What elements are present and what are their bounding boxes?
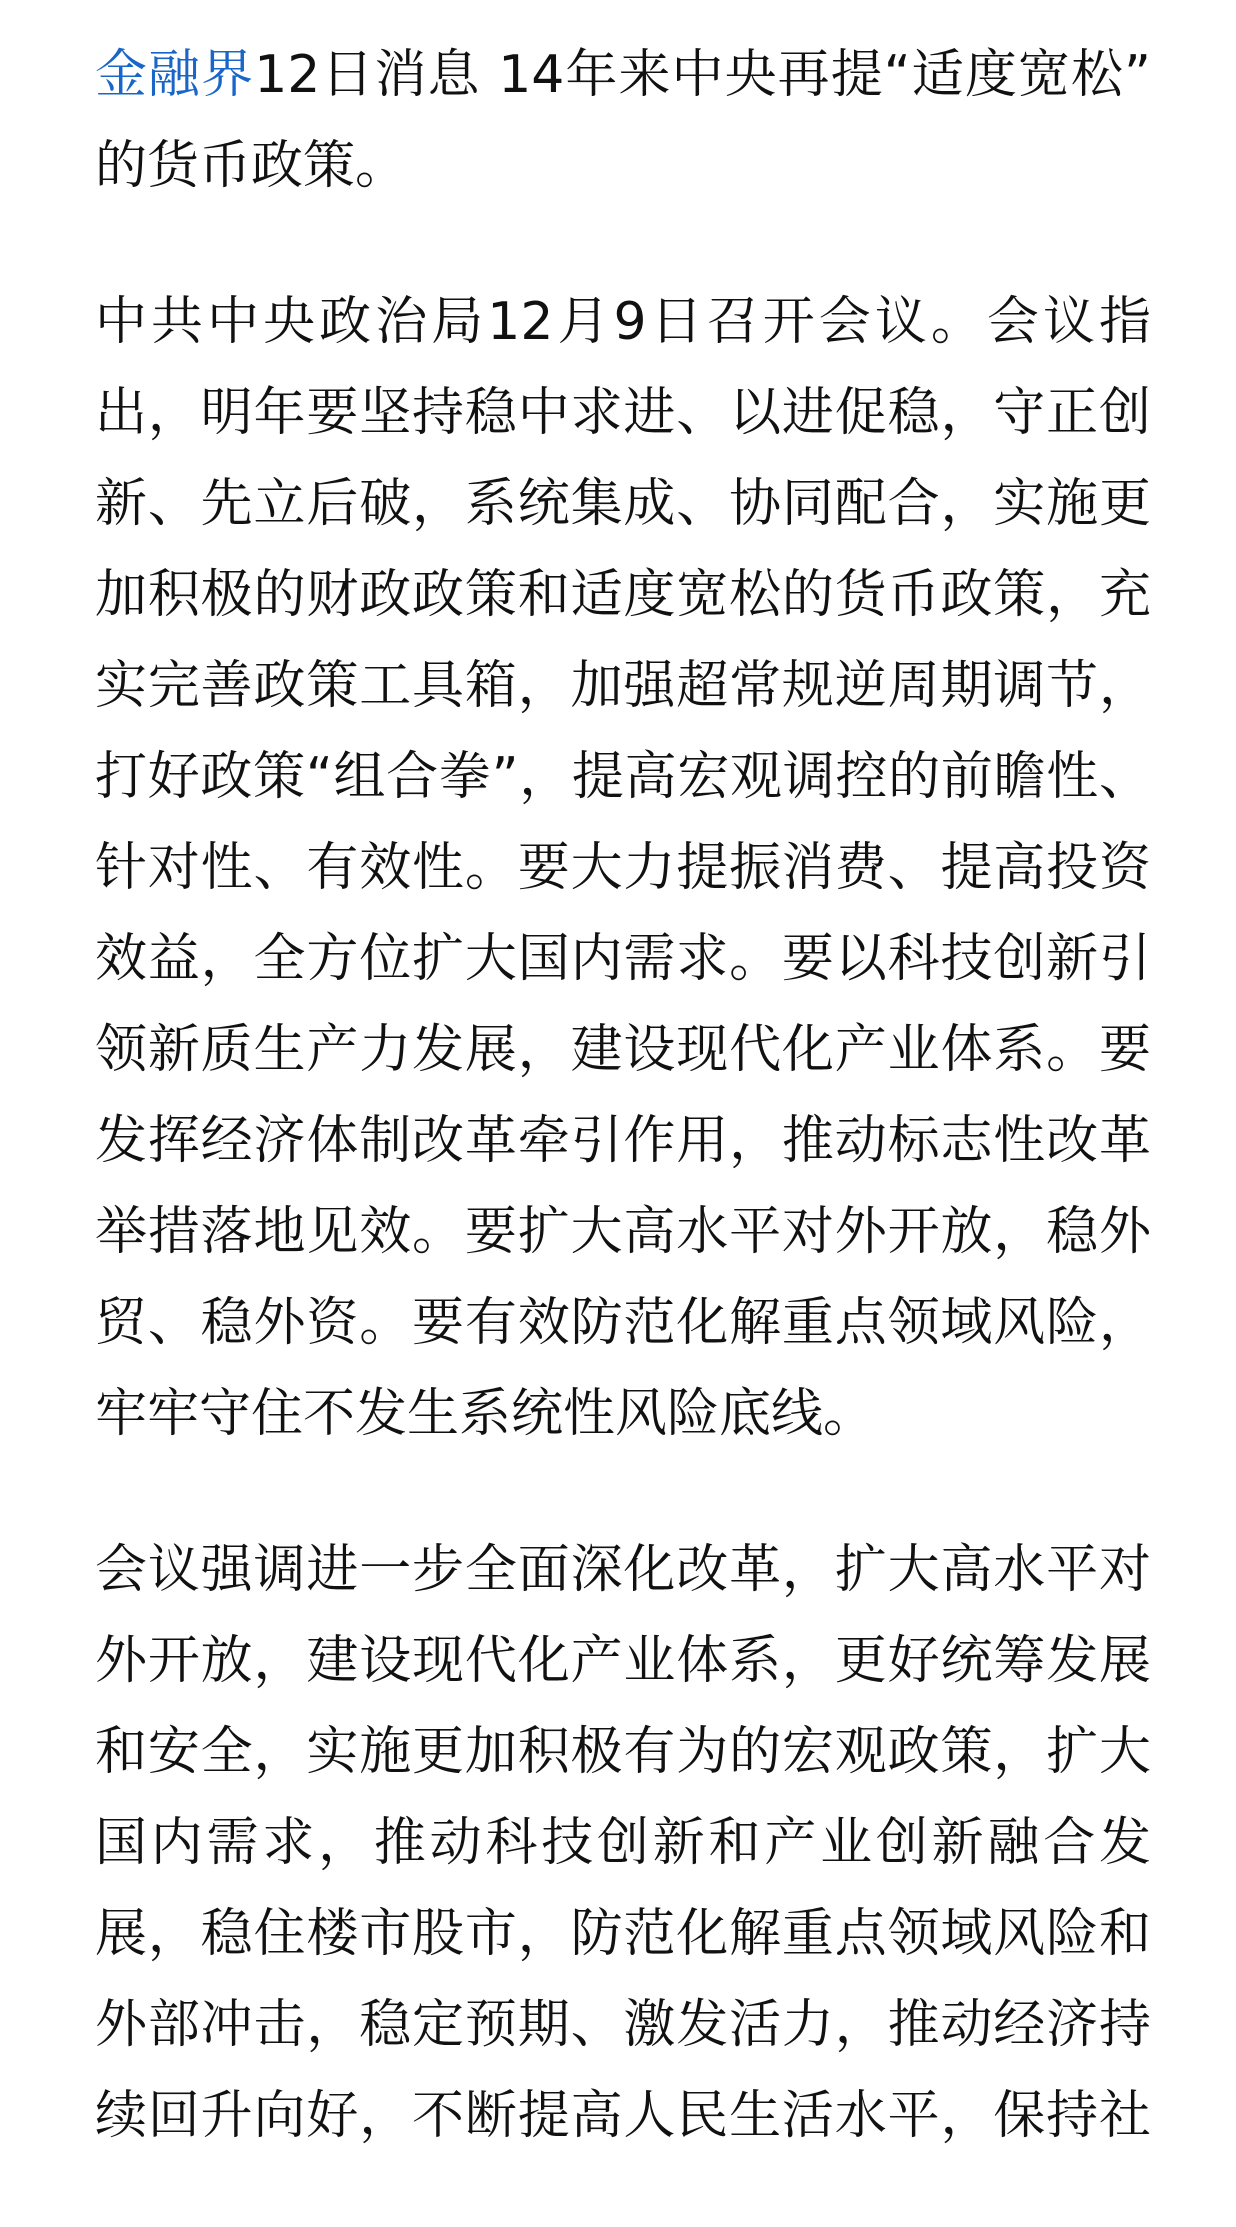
- text-line: 实完善政策工具箱，加强超常规逆周期调节，: [95, 656, 1151, 716]
- text-line: 国内需求，推动科技创新和产业创新融合发: [95, 1813, 1151, 1873]
- text-line: 展，稳住楼市股市，防范化解重点领域风险和: [95, 1904, 1151, 1964]
- text-line: 发挥经济体制改革牵引作用，推动标志性改革: [95, 1111, 1151, 1171]
- text-line: 新、先立后破，系统集成、协同配合，实施更: [95, 474, 1151, 534]
- text-line: 外部冲击，稳定预期、激发活力，推动经济持: [95, 1995, 1151, 2055]
- text-line: 续回升向好，不断提高人民生活水平，保持社: [95, 2086, 1151, 2146]
- text-line: 会议强调进一步全面深化改革，扩大高水平对: [95, 1540, 1151, 1600]
- text-line: 领新质生产力发展，建设现代化产业体系。要: [95, 1020, 1151, 1080]
- text-line: 贸、稳外资。要有效防范化解重点领域风险，: [95, 1293, 1151, 1353]
- text-line: 的货币政策。: [95, 136, 408, 196]
- source-link[interactable]: 金融界: [95, 45, 255, 105]
- text-line: 举措落地见效。要扩大高水平对外开放，稳外: [95, 1202, 1151, 1262]
- text-line: 针对性、有效性。要大力提振消费、提高投资: [95, 838, 1151, 898]
- text-line: 加积极的财政政策和适度宽松的货币政策，充: [95, 565, 1151, 625]
- text-line: 中共中央政治局12月9日召开会议。会议指: [95, 292, 1151, 352]
- paragraph-intro: [95, 30, 1151, 212]
- text-line: 效益，全方位扩大国内需求。要以科技创新引: [95, 929, 1151, 989]
- text-line: 外开放，建设现代化产业体系，更好统筹发展: [95, 1631, 1151, 1691]
- paragraph-meeting: [95, 277, 1151, 1460]
- text-line: 出，明年要坚持稳中求进、以进促稳，守正创: [95, 383, 1151, 443]
- text-line: 和安全，实施更加积极有为的宏观政策，扩大: [95, 1722, 1151, 1782]
- headline-text: 12日消息 14年来中央再提“适度宽松”: [254, 45, 1151, 105]
- text-line: 牢牢守住不发生系统性风险底线。: [95, 1384, 876, 1444]
- article-body: [95, 30, 1151, 2227]
- paragraph-emphasis: [95, 1525, 1151, 2162]
- text-line: 打好政策“组合拳”，提高宏观调控的前瞻性、: [95, 747, 1151, 807]
- text-line: [95, 30, 1151, 121]
